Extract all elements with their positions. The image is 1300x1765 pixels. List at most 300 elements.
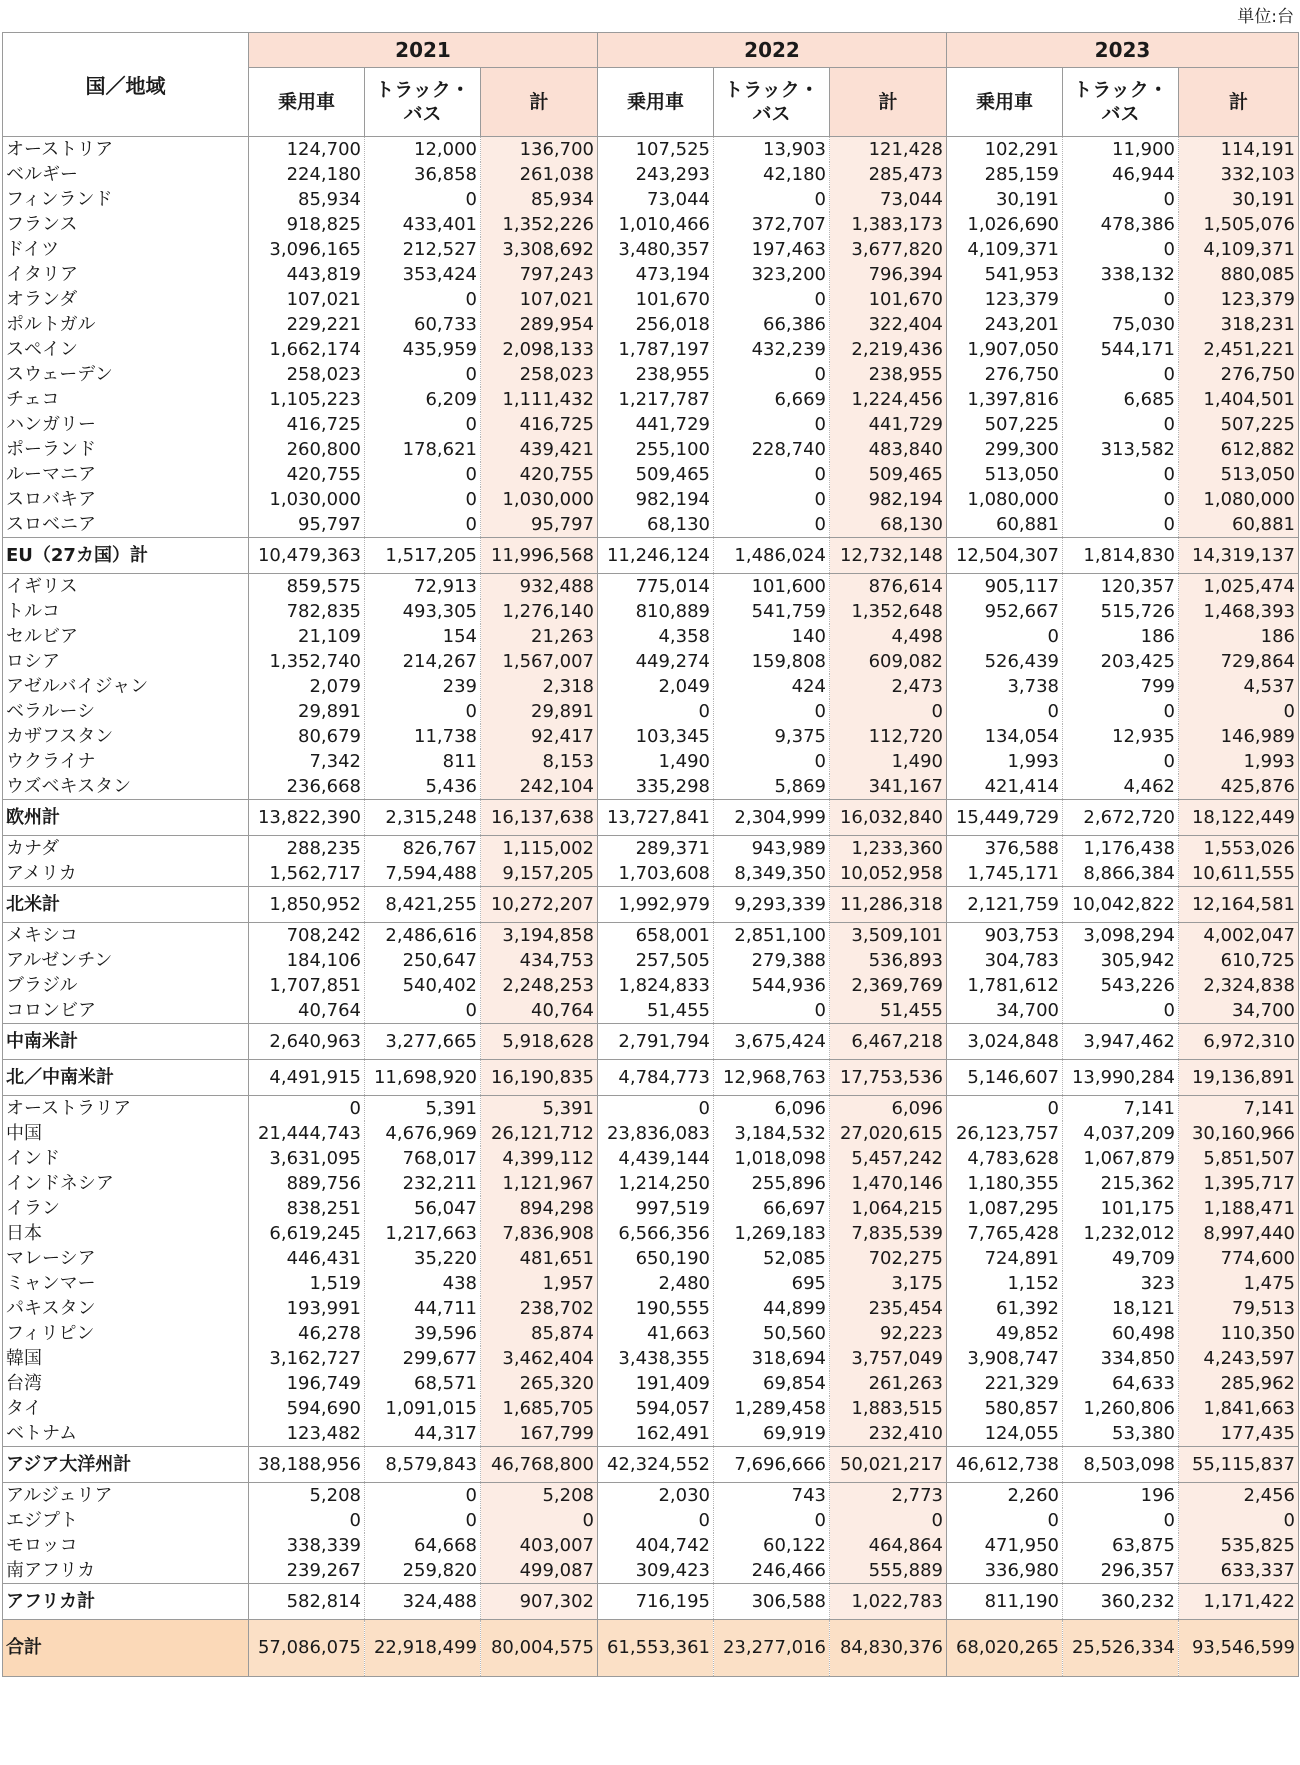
value-cell: 5,391 <box>481 1096 598 1122</box>
country-row <box>3 1246 1299 1271</box>
value-cell: 0 <box>365 362 481 387</box>
value-cell: 1,188,471 <box>1179 1196 1299 1221</box>
value-cell: 1,486,024 <box>714 538 830 574</box>
value-cell: 441,729 <box>598 412 714 437</box>
value-cell: 215,362 <box>1063 1171 1179 1196</box>
value-cell: 7,141 <box>1179 1096 1299 1122</box>
value-cell: 3,908,747 <box>947 1346 1063 1371</box>
value-cell: 261,263 <box>830 1371 947 1396</box>
value-cell: 1,703,608 <box>598 861 714 887</box>
value-cell: 318,694 <box>714 1346 830 1371</box>
row-label: アメリカ <box>3 861 249 887</box>
value-cell: 8,997,440 <box>1179 1221 1299 1246</box>
value-cell: 3,277,665 <box>365 1024 481 1060</box>
value-cell: 544,171 <box>1063 337 1179 362</box>
value-cell: 473,194 <box>598 262 714 287</box>
value-cell: 22,918,499 <box>365 1620 481 1677</box>
value-cell: 0 <box>947 1096 1063 1122</box>
country-row <box>3 724 1299 749</box>
value-cell: 41,663 <box>598 1321 714 1346</box>
value-cell: 243,201 <box>947 312 1063 337</box>
value-cell: 1,404,501 <box>1179 387 1299 412</box>
value-cell: 434,753 <box>481 948 598 973</box>
value-cell: 29,891 <box>481 699 598 724</box>
value-cell: 6,209 <box>365 387 481 412</box>
value-cell: 60,122 <box>714 1533 830 1558</box>
value-cell: 353,424 <box>365 262 481 287</box>
value-cell: 10,611,555 <box>1179 861 1299 887</box>
value-cell: 3,738 <box>947 674 1063 699</box>
value-cell: 64,633 <box>1063 1371 1179 1396</box>
value-cell: 305,942 <box>1063 948 1179 973</box>
value-cell: 61,553,361 <box>598 1620 714 1677</box>
value-cell: 46,768,800 <box>481 1447 598 1483</box>
country-row <box>3 699 1299 724</box>
value-cell: 154 <box>365 624 481 649</box>
value-cell: 60,881 <box>1179 512 1299 538</box>
value-cell: 279,388 <box>714 948 830 973</box>
value-cell: 997,519 <box>598 1196 714 1221</box>
value-cell: 10,052,958 <box>830 861 947 887</box>
value-cell: 3,631,095 <box>249 1146 365 1171</box>
country-row <box>3 1221 1299 1246</box>
value-cell: 69,854 <box>714 1371 830 1396</box>
value-cell: 768,017 <box>365 1146 481 1171</box>
value-cell: 276,750 <box>947 362 1063 387</box>
value-cell: 101,175 <box>1063 1196 1179 1221</box>
country-row <box>3 774 1299 800</box>
value-cell: 0 <box>365 1483 481 1509</box>
value-cell: 258,023 <box>249 362 365 387</box>
value-cell: 799 <box>1063 674 1179 699</box>
value-cell: 6,685 <box>1063 387 1179 412</box>
value-cell: 101,670 <box>598 287 714 312</box>
value-cell: 324,488 <box>365 1584 481 1620</box>
value-cell: 1,505,076 <box>1179 212 1299 237</box>
value-cell: 68,571 <box>365 1371 481 1396</box>
value-cell: 0 <box>714 487 830 512</box>
value-cell: 0 <box>947 624 1063 649</box>
value-cell: 51,455 <box>598 998 714 1024</box>
country-row <box>3 1146 1299 1171</box>
value-cell: 289,371 <box>598 836 714 862</box>
value-cell: 1,010,466 <box>598 212 714 237</box>
value-cell: 196 <box>1063 1483 1179 1509</box>
row-label: アフリカ計 <box>3 1584 249 1620</box>
value-cell: 0 <box>598 1096 714 1122</box>
value-cell: 3,308,692 <box>481 237 598 262</box>
value-cell: 0 <box>1179 1508 1299 1533</box>
value-cell: 810,889 <box>598 599 714 624</box>
country-row <box>3 1533 1299 1558</box>
value-cell: 197,463 <box>714 237 830 262</box>
value-cell: 68,130 <box>830 512 947 538</box>
value-cell: 57,086,075 <box>249 1620 365 1677</box>
value-cell: 61,392 <box>947 1296 1063 1321</box>
row-label: インド <box>3 1146 249 1171</box>
value-cell: 3,162,727 <box>249 1346 365 1371</box>
value-cell: 1,814,830 <box>1063 538 1179 574</box>
country-row <box>3 1171 1299 1196</box>
value-cell: 0 <box>1063 487 1179 512</box>
value-cell: 0 <box>249 1096 365 1122</box>
value-cell: 75,030 <box>1063 312 1179 337</box>
row-label: オーストラリア <box>3 1096 249 1122</box>
value-cell: 323 <box>1063 1271 1179 1296</box>
value-cell: 420,755 <box>481 462 598 487</box>
value-cell: 1,022,783 <box>830 1584 947 1620</box>
value-cell: 982,194 <box>830 487 947 512</box>
value-cell: 702,275 <box>830 1246 947 1271</box>
value-cell: 56,047 <box>365 1196 481 1221</box>
value-cell: 1,115,002 <box>481 836 598 862</box>
value-cell: 93,546,599 <box>1179 1620 1299 1677</box>
row-label: マレーシア <box>3 1246 249 1271</box>
value-cell: 416,725 <box>249 412 365 437</box>
value-cell: 729,864 <box>1179 649 1299 674</box>
value-cell: 44,899 <box>714 1296 830 1321</box>
value-cell: 1,490 <box>830 749 947 774</box>
value-cell: 905,117 <box>947 574 1063 600</box>
total-header: 計 <box>830 68 947 137</box>
value-cell: 318,231 <box>1179 312 1299 337</box>
row-label: 日本 <box>3 1221 249 1246</box>
row-label: アゼルバイジャン <box>3 674 249 699</box>
value-cell: 403,007 <box>481 1533 598 1558</box>
value-cell: 92,417 <box>481 724 598 749</box>
unit-label: 単位:台 <box>1237 7 1294 27</box>
value-cell: 46,612,738 <box>947 1447 1063 1483</box>
value-cell: 609,082 <box>830 649 947 674</box>
value-cell: 123,379 <box>1179 287 1299 312</box>
value-cell: 1,397,816 <box>947 387 1063 412</box>
value-cell: 238,955 <box>598 362 714 387</box>
value-cell: 4,676,969 <box>365 1121 481 1146</box>
value-cell: 2,324,838 <box>1179 973 1299 998</box>
value-cell: 14,319,137 <box>1179 538 1299 574</box>
value-cell: 4,109,371 <box>1179 237 1299 262</box>
value-cell: 0 <box>1063 1508 1179 1533</box>
country-row <box>3 337 1299 362</box>
value-cell: 114,191 <box>1179 137 1299 163</box>
value-cell: 6,619,245 <box>249 1221 365 1246</box>
value-cell: 13,990,284 <box>1063 1060 1179 1096</box>
value-cell: 13,822,390 <box>249 800 365 836</box>
country-row <box>3 973 1299 998</box>
value-cell: 19,136,891 <box>1179 1060 1299 1096</box>
value-cell: 2,456 <box>1179 1483 1299 1509</box>
country-row <box>3 187 1299 212</box>
value-cell: 255,896 <box>714 1171 830 1196</box>
country-row <box>3 437 1299 462</box>
value-cell: 1,745,171 <box>947 861 1063 887</box>
value-cell: 120,357 <box>1063 574 1179 600</box>
value-cell: 541,953 <box>947 262 1063 287</box>
value-cell: 1,214,250 <box>598 1171 714 1196</box>
value-cell: 1,707,851 <box>249 973 365 998</box>
value-cell: 3,757,049 <box>830 1346 947 1371</box>
country-row <box>3 1558 1299 1584</box>
table-body <box>3 137 1299 1677</box>
row-label: トルコ <box>3 599 249 624</box>
value-cell: 4,399,112 <box>481 1146 598 1171</box>
value-cell: 438 <box>365 1271 481 1296</box>
production-table <box>2 32 1299 1677</box>
row-label: ポーランド <box>3 437 249 462</box>
value-cell: 1,490 <box>598 749 714 774</box>
value-cell: 1,217,787 <box>598 387 714 412</box>
value-cell: 289,954 <box>481 312 598 337</box>
value-cell: 191,409 <box>598 1371 714 1396</box>
value-cell: 256,018 <box>598 312 714 337</box>
value-cell: 424 <box>714 674 830 699</box>
value-cell: 716,195 <box>598 1584 714 1620</box>
value-cell: 7,836,908 <box>481 1221 598 1246</box>
value-cell: 53,380 <box>1063 1421 1179 1447</box>
value-cell: 1,260,806 <box>1063 1396 1179 1421</box>
value-cell: 1,468,393 <box>1179 599 1299 624</box>
value-cell: 2,773 <box>830 1483 947 1509</box>
country-row <box>3 1321 1299 1346</box>
value-cell: 5,146,607 <box>947 1060 1063 1096</box>
value-cell: 38,188,956 <box>249 1447 365 1483</box>
value-cell: 1,080,000 <box>1179 487 1299 512</box>
value-cell: 1,091,015 <box>365 1396 481 1421</box>
value-cell: 0 <box>1063 462 1179 487</box>
value-cell: 16,032,840 <box>830 800 947 836</box>
row-label: オランダ <box>3 287 249 312</box>
value-cell: 1,180,355 <box>947 1171 1063 1196</box>
value-cell: 433,401 <box>365 212 481 237</box>
row-label: ベルギー <box>3 162 249 187</box>
row-label: 北／中南米計 <box>3 1060 249 1096</box>
value-cell: 5,391 <box>365 1096 481 1122</box>
value-cell: 229,221 <box>249 312 365 337</box>
value-cell: 2,030 <box>598 1483 714 1509</box>
value-cell: 322,404 <box>830 312 947 337</box>
value-cell: 483,840 <box>830 437 947 462</box>
row-label: フィンランド <box>3 187 249 212</box>
value-cell: 1,685,705 <box>481 1396 598 1421</box>
value-cell: 0 <box>365 187 481 212</box>
value-cell: 107,021 <box>249 287 365 312</box>
value-cell: 73,044 <box>598 187 714 212</box>
value-cell: 513,050 <box>1179 462 1299 487</box>
value-cell: 404,742 <box>598 1533 714 1558</box>
value-cell: 18,122,449 <box>1179 800 1299 836</box>
value-cell: 1,217,663 <box>365 1221 481 1246</box>
value-cell: 239,267 <box>249 1558 365 1584</box>
country-row <box>3 674 1299 699</box>
value-cell: 2,851,100 <box>714 923 830 949</box>
value-cell: 107,525 <box>598 137 714 163</box>
subtotal-row <box>3 1060 1299 1096</box>
value-cell: 167,799 <box>481 1421 598 1447</box>
value-cell: 12,504,307 <box>947 538 1063 574</box>
value-cell: 811,190 <box>947 1584 1063 1620</box>
value-cell: 63,875 <box>1063 1533 1179 1558</box>
value-cell: 1,269,183 <box>714 1221 830 1246</box>
value-cell: 610,725 <box>1179 948 1299 973</box>
value-cell: 92,223 <box>830 1321 947 1346</box>
subtotal-row <box>3 538 1299 574</box>
subtotal-row <box>3 1024 1299 1060</box>
value-cell: 1,067,879 <box>1063 1146 1179 1171</box>
value-cell: 2,098,133 <box>481 337 598 362</box>
country-row <box>3 1421 1299 1447</box>
value-cell: 0 <box>1063 187 1179 212</box>
country-row <box>3 574 1299 600</box>
value-cell: 1,176,438 <box>1063 836 1179 862</box>
value-cell: 80,679 <box>249 724 365 749</box>
value-cell: 3,184,532 <box>714 1121 830 1146</box>
value-cell: 13,903 <box>714 137 830 163</box>
value-cell: 232,211 <box>365 1171 481 1196</box>
value-cell: 12,164,581 <box>1179 887 1299 923</box>
country-row <box>3 512 1299 538</box>
value-cell: 708,242 <box>249 923 365 949</box>
value-cell: 313,582 <box>1063 437 1179 462</box>
value-cell: 5,869 <box>714 774 830 800</box>
value-cell: 1,224,456 <box>830 387 947 412</box>
subtotal-row <box>3 887 1299 923</box>
value-cell: 775,014 <box>598 574 714 600</box>
value-cell: 507,225 <box>947 412 1063 437</box>
country-row <box>3 599 1299 624</box>
country-row <box>3 998 1299 1024</box>
country-row <box>3 1296 1299 1321</box>
value-cell: 3,480,357 <box>598 237 714 262</box>
country-row <box>3 1396 1299 1421</box>
value-cell: 36,858 <box>365 162 481 187</box>
row-label: コロンビア <box>3 998 249 1024</box>
value-cell: 42,180 <box>714 162 830 187</box>
value-cell: 1,841,663 <box>1179 1396 1299 1421</box>
year-header-row <box>3 33 1299 68</box>
value-cell: 214,267 <box>365 649 481 674</box>
value-cell: 555,889 <box>830 1558 947 1584</box>
value-cell: 903,753 <box>947 923 1063 949</box>
row-label: イラン <box>3 1196 249 1221</box>
value-cell: 420,755 <box>249 462 365 487</box>
row-label: ロシア <box>3 649 249 674</box>
value-cell: 1,025,474 <box>1179 574 1299 600</box>
total-header: 計 <box>1179 68 1299 137</box>
value-cell: 360,232 <box>1063 1584 1179 1620</box>
row-label: ルーマニア <box>3 462 249 487</box>
value-cell: 471,950 <box>947 1533 1063 1558</box>
row-label: 北米計 <box>3 887 249 923</box>
value-cell: 0 <box>481 1508 598 1533</box>
value-cell: 0 <box>598 1508 714 1533</box>
value-cell: 6,566,356 <box>598 1221 714 1246</box>
value-cell: 261,038 <box>481 162 598 187</box>
value-cell: 0 <box>365 287 481 312</box>
value-cell: 0 <box>830 1508 947 1533</box>
value-cell: 12,732,148 <box>830 538 947 574</box>
value-cell: 1,233,360 <box>830 836 947 862</box>
row-label: スペイン <box>3 337 249 362</box>
value-cell: 69,919 <box>714 1421 830 1447</box>
value-cell: 21,263 <box>481 624 598 649</box>
country-row <box>3 861 1299 887</box>
value-cell: 4,462 <box>1063 774 1179 800</box>
value-cell: 3,438,355 <box>598 1346 714 1371</box>
value-cell: 246,466 <box>714 1558 830 1584</box>
passenger-car-header: 乗用車 <box>947 68 1063 137</box>
value-cell: 1,171,422 <box>1179 1584 1299 1620</box>
value-cell: 3,194,858 <box>481 923 598 949</box>
value-cell: 3,509,101 <box>830 923 947 949</box>
row-label: 韓国 <box>3 1346 249 1371</box>
value-cell: 52,085 <box>714 1246 830 1271</box>
row-label: カザフスタン <box>3 724 249 749</box>
value-cell: 42,324,552 <box>598 1447 714 1483</box>
value-cell: 8,349,350 <box>714 861 830 887</box>
value-cell: 338,339 <box>249 1533 365 1558</box>
value-cell: 1,276,140 <box>481 599 598 624</box>
value-cell: 288,235 <box>249 836 365 862</box>
value-cell: 982,194 <box>598 487 714 512</box>
row-label: セルビア <box>3 624 249 649</box>
truck-bus-header: トラック・ バス <box>365 68 481 137</box>
value-cell: 299,300 <box>947 437 1063 462</box>
value-cell: 2,486,616 <box>365 923 481 949</box>
value-cell: 499,087 <box>481 1558 598 1584</box>
value-cell: 29,891 <box>249 699 365 724</box>
value-cell: 1,030,000 <box>481 487 598 512</box>
value-cell: 439,421 <box>481 437 598 462</box>
value-cell: 124,055 <box>947 1421 1063 1447</box>
value-cell: 260,800 <box>249 437 365 462</box>
value-cell: 526,439 <box>947 649 1063 674</box>
value-cell: 0 <box>365 1508 481 1533</box>
value-cell: 146,989 <box>1179 724 1299 749</box>
row-label: エジプト <box>3 1508 249 1533</box>
value-cell: 1,992,979 <box>598 887 714 923</box>
row-label: 合計 <box>3 1620 249 1677</box>
value-cell: 0 <box>365 462 481 487</box>
value-cell: 0 <box>714 749 830 774</box>
value-cell: 1,567,007 <box>481 649 598 674</box>
value-cell: 1,957 <box>481 1271 598 1296</box>
value-cell: 102,291 <box>947 137 1063 163</box>
value-cell: 0 <box>714 1508 830 1533</box>
value-cell: 178,621 <box>365 437 481 462</box>
value-cell: 26,123,757 <box>947 1121 1063 1146</box>
value-cell: 0 <box>714 187 830 212</box>
value-cell: 4,491,915 <box>249 1060 365 1096</box>
year-header-2021: 2021 <box>249 33 598 68</box>
value-cell: 1,352,740 <box>249 649 365 674</box>
value-cell: 441,729 <box>830 412 947 437</box>
value-cell: 1,383,173 <box>830 212 947 237</box>
country-row <box>3 412 1299 437</box>
value-cell: 309,423 <box>598 1558 714 1584</box>
value-cell: 2,473 <box>830 674 947 699</box>
value-cell: 11,738 <box>365 724 481 749</box>
value-cell: 0 <box>714 512 830 538</box>
value-cell: 15,449,729 <box>947 800 1063 836</box>
value-cell: 55,115,837 <box>1179 1447 1299 1483</box>
row-label: 中国 <box>3 1121 249 1146</box>
value-cell: 66,697 <box>714 1196 830 1221</box>
row-label: メキシコ <box>3 923 249 949</box>
value-cell: 9,375 <box>714 724 830 749</box>
value-cell: 8,503,098 <box>1063 1447 1179 1483</box>
passenger-car-header: 乗用車 <box>249 68 365 137</box>
value-cell: 11,698,920 <box>365 1060 481 1096</box>
